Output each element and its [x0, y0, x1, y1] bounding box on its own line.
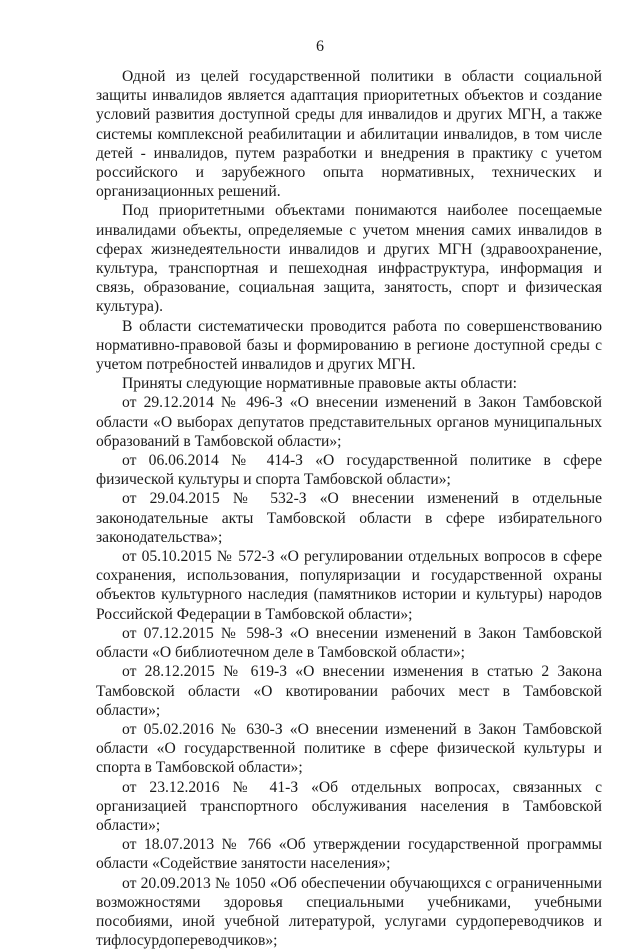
paragraph-regulatory-work: В области систематически проводится работа по совершенствованию нормативно-правовой базы и формированию в регионе доступной среды с учетом потребностей инвалидов и других МГН.	[96, 317, 602, 374]
act-item: от 07.12.2015 № 598-З «О внесении изменений в Закон Тамбовской области «О библиотечном деле в Тамбовской области»;	[96, 624, 602, 662]
act-item: от 05.02.2016 № 630-З «О внесении изменений в Закон Тамбовской области «О государственной политике в сфере физической культуры и спорта в Тамбовской области»;	[96, 720, 602, 777]
paragraph-priority-objects: Под приоритетными объектами понимаются наиболее посещаемые инвалидами объекты, определяемые с учетом мнения самих инвалидов в сферах жизнедеятельности инвалидов и других МГН (здравоохранение, культура, транспортная и пешеходная инфраструктура, информация и связь, образование, социальная защита, занятость, спорт и физическая культура).	[96, 202, 602, 316]
act-item: от 06.06.2014 № 414-З «О государственной политике в сфере физической культуры и спорта Тамбовской области»;	[96, 452, 602, 489]
act-item: от 23.12.2016 № 41-З «Об отдельных вопросах, связанных с организацией транспортного обслуживания населения в Тамбовской области»;	[96, 778, 602, 834]
act-item: от 20.09.2013 № 1050 «Об обеспечении обучающихся с ограниченными возможностями здоровья специальными учебниками, учебными пособиями, иной учебной литературой, услугами сурдопереводчиков и тифлосурдопереводчиков»;	[96, 874, 602, 950]
page-number: 6	[316, 38, 324, 55]
act-item: от 29.04.2015 № 532-З «О внесении изменений в отдельные законодательные акты Тамбовской области в сфере избирательного законодательства»;	[96, 490, 602, 546]
paragraph-acts-intro: Приняты следующие нормативные правовые акты области:	[122, 375, 517, 393]
act-item: от 29.12.2014 № 496-З «О внесении изменений в Закон Тамбовской области «О выборах депутатов представительных органов муниципальных образований в Тамбовской области»;	[96, 394, 602, 450]
act-item: от 05.10.2015 № 572-З «О регулировании отдельных вопросов в сфере сохранения, использования, популяризации и государственной охраны объектов культурного наследия (памятников истории и культуры) народов Российской Федерации в Тамбовской области»;	[96, 548, 602, 623]
act-item: от 18.07.2013 № 766 «Об утверждении государственной программы области «Содействие занятости населения»;	[96, 836, 602, 873]
act-item: от 28.12.2015 № 619-З «О внесении изменения в статью 2 Закона Тамбовской области «О квотировании рабочих мест в Тамбовской области»;	[96, 663, 602, 719]
paragraph-policy-goals: Одной из целей государственной политики в области социальной защиты инвалидов является адаптация приоритетных объектов и создание условий развития доступной среды для инвалидов и других МГН, а также системы комплексной реабилитации и абилитации инвалидов, в том числе детей - инвалидов, путем разработки и внедрения в практику с учетом российского и зарубежного опыта нормативных, технических и организационных решений.	[96, 68, 602, 201]
document-body	[96, 67, 602, 950]
